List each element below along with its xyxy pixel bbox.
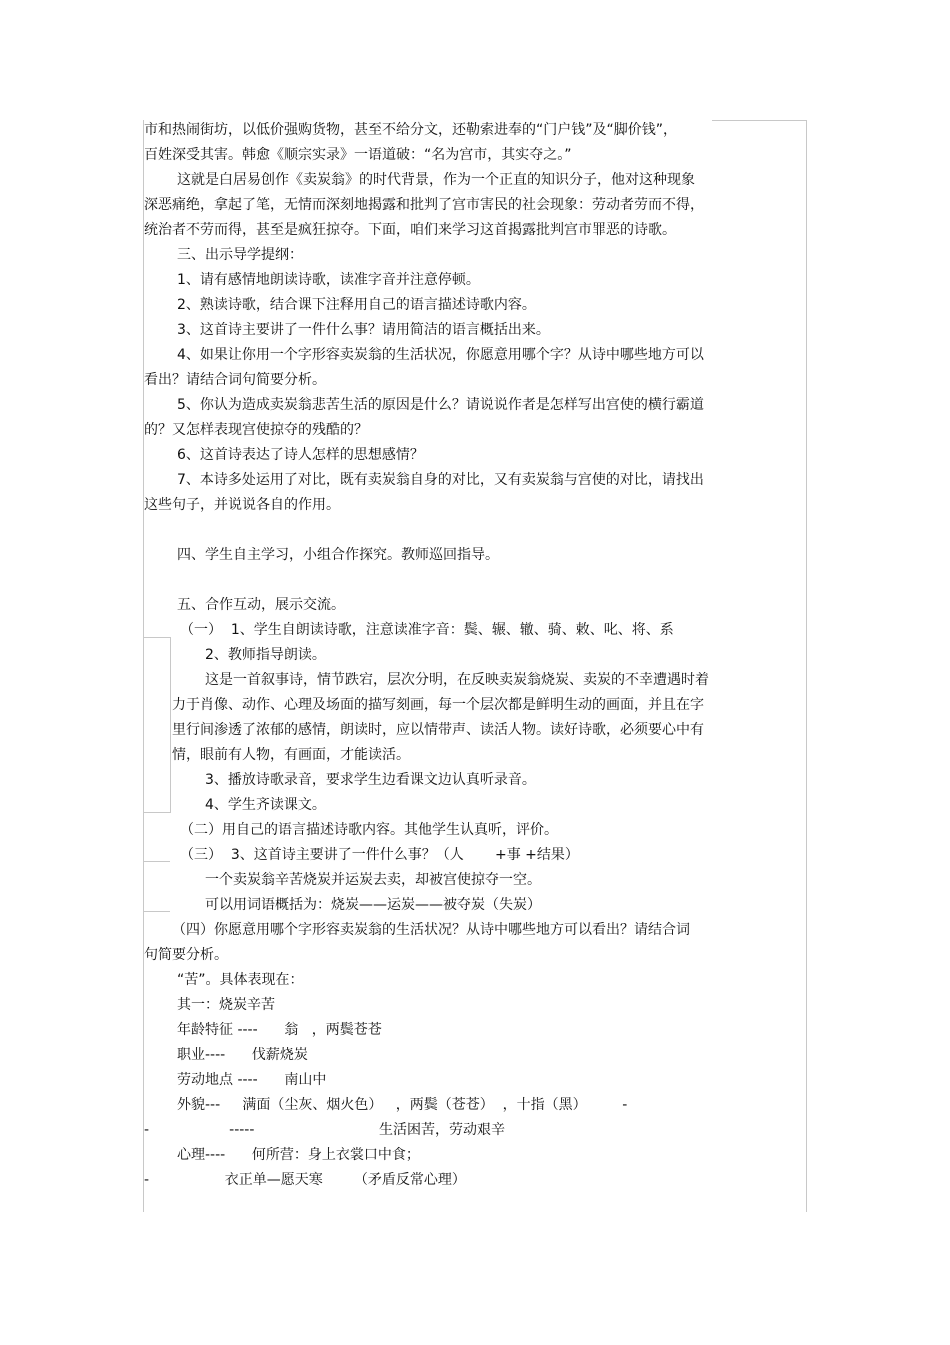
- text-line: 外貌--- 满面（尘灰、烟火色） ，两鬓（苍苍） ，十指（黑） -: [177, 1097, 628, 1113]
- text-line: - 衣正单—愿天寒 （矛盾反常心理）: [144, 1172, 466, 1188]
- text-line: “苦”。具体表现在：: [177, 972, 304, 988]
- text-line: 心理---- 何所营：身上衣裳口中食；: [177, 1147, 420, 1163]
- text-line: 可以用词语概括为：烧炭——运炭——被夺炭（失炭）: [205, 897, 541, 913]
- list-item: 3、这首诗主要讲了一件什么事？请用简洁的语言概括出来。: [177, 322, 550, 338]
- text-line: 深恶痛绝，拿起了笔，无情而深刻地揭露和批判了宫市害民的社会现象：劳动者劳而不得，: [144, 197, 704, 213]
- list-item: 4、如果让你用一个字形容卖炭翁的生活状况，你愿意用哪个字？从诗中哪些地方可以: [177, 347, 704, 363]
- text-line: 市和热闹街坊，以低价强购货物，甚至不给分文，还勒索进奉的“门户钱”及“脚价钱”，: [144, 122, 678, 138]
- list-item: 6、这首诗表达了诗人怎样的思想感情？: [177, 447, 424, 463]
- text-line: 情，眼前有人物，有画面，才能读活。: [172, 747, 410, 763]
- text-line: 年龄特征 ---- 翁 ，两鬓苍苍: [177, 1022, 382, 1038]
- list-item: 2、熟读诗歌，结合课下注释用自己的语言描述诗歌内容。: [177, 297, 536, 313]
- text-line: 统治者不劳而得，甚至是疯狂掠夺。下面，咱们来学习这首揭露批判宫市罪恶的诗歌。: [144, 222, 676, 238]
- section-heading: 三、出示导学提纲：: [177, 247, 303, 263]
- page-frame-right: [806, 120, 807, 1212]
- list-item: 这些句子，并说说各自的作用。: [144, 497, 340, 513]
- list-item: 看出？请结合词句简要分析。: [144, 372, 326, 388]
- list-item: 的？又怎样表现宫使掠夺的残酷的？: [144, 422, 368, 438]
- text-line: （四）你愿意用哪个字形容卖炭翁的生活状况？从诗中哪些地方可以看出？请结合词: [172, 922, 690, 938]
- text-line: 劳动地点 ---- 南山中: [177, 1072, 327, 1088]
- list-item: 1、请有感情地朗读诗歌，读准字音并注意停顿。: [177, 272, 480, 288]
- text-line: 职业---- 伐薪烧炭: [177, 1047, 308, 1063]
- text-line: 句简要分析。: [144, 947, 228, 963]
- text-line: （三） 3、这首诗主要讲了一件什么事？（人 +事 +结果）: [180, 847, 579, 863]
- list-item: 7、本诗多处运用了对比，既有卖炭翁自身的对比，又有卖炭翁与宫使的对比，请找出: [177, 472, 704, 488]
- page-frame-top-right: [712, 120, 806, 121]
- text-line: 一个卖炭翁辛苦烧炭并运炭去卖，却被宫使掠夺一空。: [205, 872, 541, 888]
- text-line: 其一：烧炭辛苦: [177, 997, 275, 1013]
- bracket-mark-1: [143, 637, 171, 813]
- section-heading: 五、合作互动，展示交流。: [177, 597, 345, 613]
- text-line: - ----- 生活困苦，劳动艰辛: [144, 1122, 506, 1138]
- text-line: （二）用自己的语言描述诗歌内容。其他学生认真听，评价。: [180, 822, 558, 838]
- text-line: 这是一首叙事诗，情节跌宕，层次分明，在反映卖炭翁烧炭、卖炭的不幸遭遇时着: [205, 672, 709, 688]
- bracket-mark-3: [143, 911, 170, 912]
- text-line: 力于肖像、动作、心理及场面的描写刻画，每一个层次都是鲜明生动的画面，并且在字: [172, 697, 704, 713]
- text-line: 百姓深受其害。韩愈《顺宗实录》一语道破：“名为宫市，其实夺之。”: [144, 147, 572, 163]
- section-heading: 四、学生自主学习，小组合作探究。教师巡回指导。: [177, 547, 499, 563]
- text-line: 这就是白居易创作《卖炭翁》的时代背景，作为一个正直的知识分子，他对这种现象: [177, 172, 695, 188]
- list-item: 5、你认为造成卖炭翁悲苦生活的原因是什么？请说说作者是怎样写出宫使的横行霸道: [177, 397, 704, 413]
- text-line: 3、播放诗歌录音，要求学生边看课文边认真听录音。: [205, 772, 536, 788]
- text-line: 里行间渗透了浓郁的感情，朗读时，应以情带声、读活人物。读好诗歌，必须要心中有: [172, 722, 704, 738]
- text-line: 2、教师指导朗读。: [205, 647, 326, 663]
- text-line: 4、学生齐读课文。: [205, 797, 326, 813]
- text-line: （一） 1、学生自朗读诗歌，注意读准字音：鬓、辗、辙、骑、敕、叱、将、系: [180, 622, 674, 638]
- bracket-mark-2: [143, 861, 170, 862]
